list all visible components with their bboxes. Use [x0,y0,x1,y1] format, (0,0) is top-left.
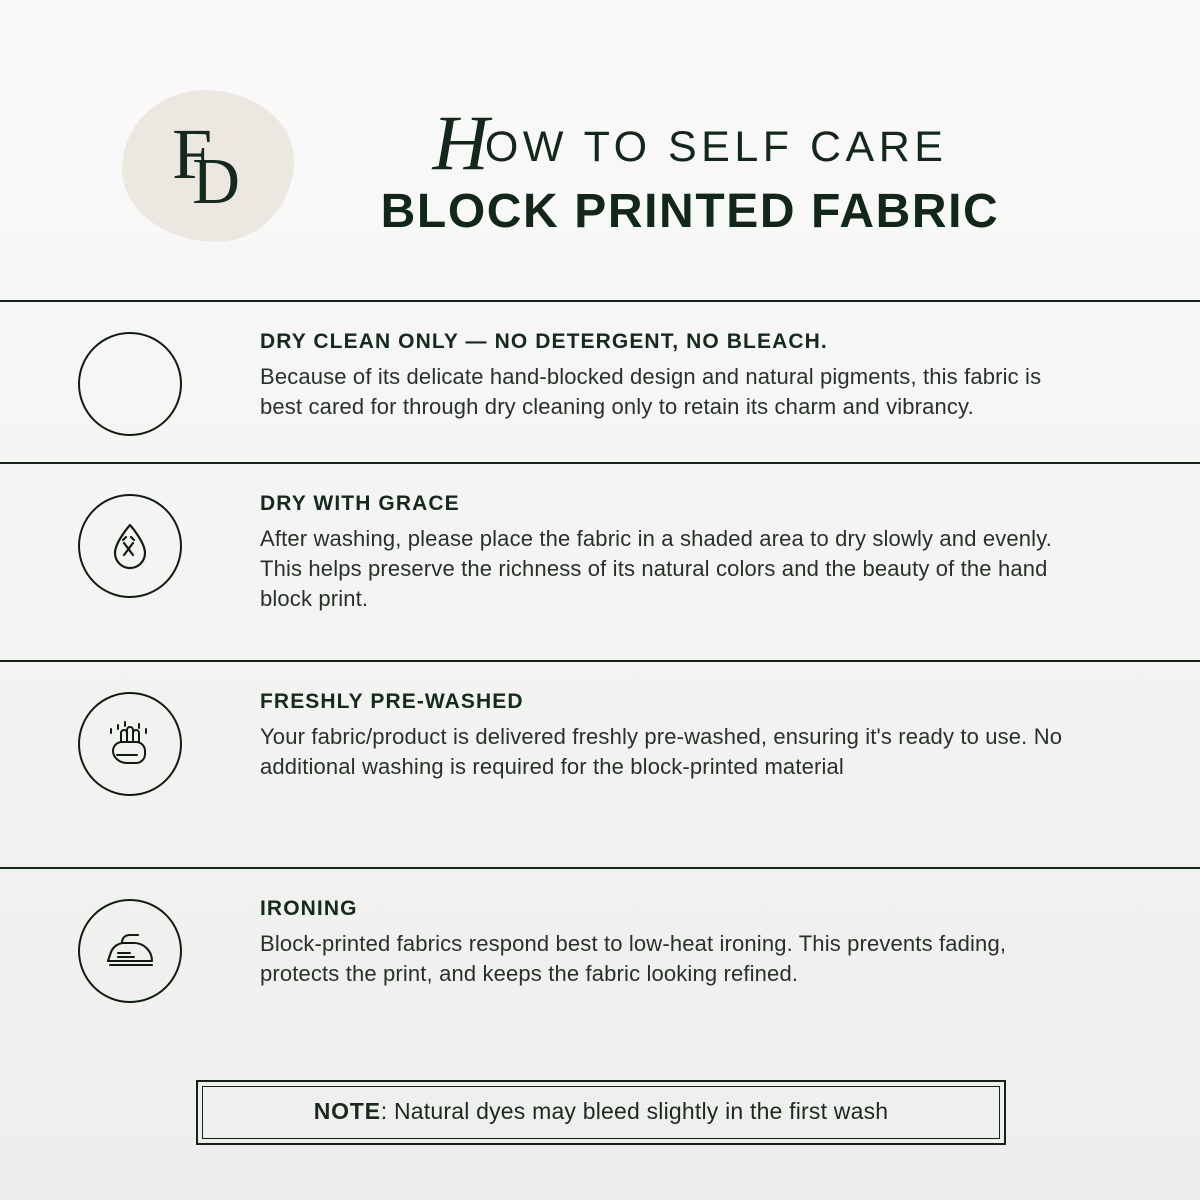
care-row-icon-cell [0,486,260,598]
page-title [340,99,1040,186]
care-row-title: DRY CLEAN ONLY — NO DETERGENT, NO BLEACH. [260,330,828,353]
page-title-rest: OW TO SELF CARE [484,123,948,171]
care-row-body: After washing, please place the fabric in a shaded area to dry slowly and evenly. This helps preserve the richness of its natural colors and the beauty of the hand block print. [260,526,1052,611]
brand-logo [122,90,302,245]
note-banner [196,1080,1006,1145]
care-row-title: FRESHLY PRE-WASHED [260,690,524,713]
care-row-body: Block-printed fabrics respond best to low-heat ironing. This prevents fading, protects the print, and keeps the fabric looking refined. [260,931,1007,986]
logo-monogram [122,90,294,242]
logo-letter-f: F [172,114,211,194]
page-subtitle: BLOCK PRINTED FABRIC [380,185,1000,239]
care-row-icon-cell [0,324,260,436]
note-outer-border [196,1080,1006,1145]
title-block [340,99,1040,239]
care-row-icon-cell [0,891,260,1003]
care-rows [0,300,1200,1074]
note-label: NOTE [313,1098,381,1124]
care-row [0,464,1200,660]
logo-letter-d: D [192,145,238,218]
script-initial: H [432,99,489,186]
care-row-text [260,891,1200,989]
care-row [0,302,1200,462]
care-row-body: Because of its delicate hand-blocked design and natural pigments, this fabric is best cared for through dry cleaning only to retain its charm and vibrancy. [260,364,1042,419]
care-row-text [260,486,1200,614]
care-row-title: DRY WITH GRACE [260,492,460,515]
care-row-text [260,684,1200,782]
hand-wash-icon [78,692,182,796]
iron-icon [78,899,182,1003]
water-drop-icon [78,494,182,598]
care-row-body: Your fabric/product is delivered freshly pre-washed, ensuring it's ready to use. No additional washing is required for the block-printed material [260,724,1063,779]
care-row-text [260,324,1200,422]
care-row [0,662,1200,867]
note-inner-border [202,1086,1000,1139]
note-text: : Natural dyes may bleed slightly in the first wash [380,1098,889,1124]
care-row-title: IRONING [260,897,358,920]
care-row [0,869,1200,1074]
care-row-icon-cell [0,684,260,796]
page-header [0,0,1200,300]
circle-icon [78,332,182,436]
